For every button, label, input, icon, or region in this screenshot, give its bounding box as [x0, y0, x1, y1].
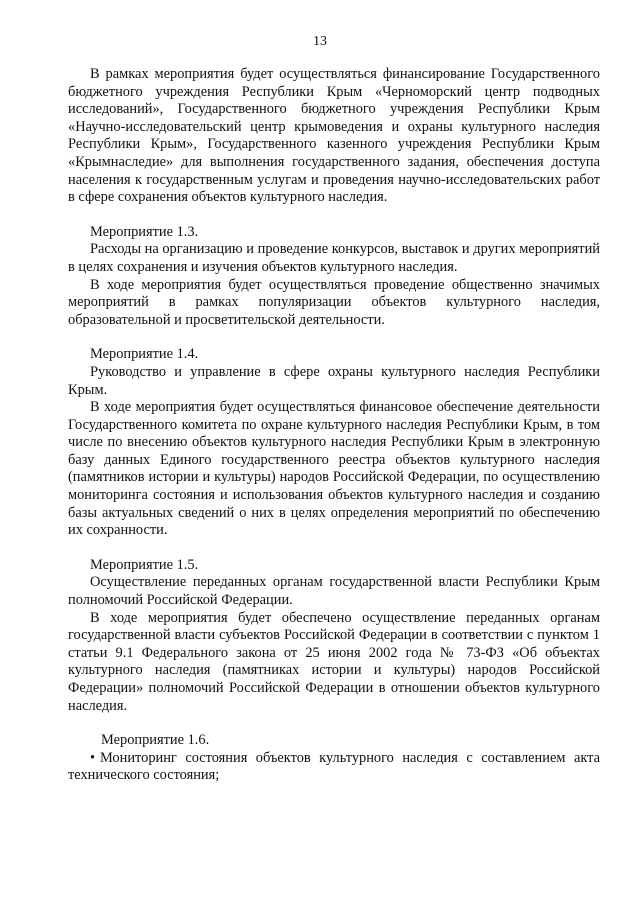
- paragraph: В ходе мероприятия будет осуществляться проведение общественно значимых мероприятий в рамках популяризации объектов культурного наследия, образовательной и просветительской деятельности.: [68, 276, 600, 328]
- paragraph: Расходы на организацию и проведение конкурсов, выставок и других мероприятий в целях сохранения и изучения объектов культурного наследия.: [68, 241, 600, 275]
- paragraph: В ходе мероприятия будет обеспечено осуществление переданных органам государственной власти субъектов Российской Федерации в соответствии с пунктом 1 статьи 9.1 Федерального закона от 25 июня 2002 года № 73-ФЗ «Об объектах культурного наследия (памятниках истории и культуры) народов Российской Федерации» полномочий Российской Федерации в отношении объектов культурного наследия.: [68, 609, 600, 714]
- section-heading: Мероприятие 1.5.: [90, 556, 199, 573]
- page-number: 13: [313, 34, 327, 49]
- section-measure-1-5: [68, 557, 600, 715]
- section-measure-1-3: [68, 224, 600, 330]
- paragraph: Руководство и управление в сфере охраны культурного наследия Республики Крым.: [68, 363, 600, 398]
- bullet-icon: •: [90, 749, 96, 766]
- section-heading: Мероприятие 1.3.: [90, 223, 199, 240]
- document-body: [68, 66, 600, 785]
- section-measure-1-6: [68, 732, 600, 785]
- paragraph: Осуществление переданных органам государственной власти Республики Крым полномочий Российской Федерации.: [68, 574, 600, 609]
- section-heading: Мероприятие 1.4.: [90, 346, 199, 363]
- paragraph: В рамках мероприятия будет осуществляться финансирование Государственного бюджетного учреждения Республики Крым «Черноморский центр подводных исследований», Государственного бюджетного учреждения Республики Крым «Научно-исследовательский центр крымоведения и охраны культурного наследия Республики Крым», Государственного казенного учреждения Республики Крым «Крымнаследие» для выполнения государственного задания, обеспечения доступа населения к государственным услугам и проведения научно-исследовательских работ в сфере сохранения объектов культурного наследия.: [68, 66, 600, 206]
- section-heading: Мероприятие 1.6.: [101, 732, 210, 749]
- paragraph: В ходе мероприятия будет осуществляться финансовое обеспечение деятельности Государственного комитета по охране культурного наследия Республики Крым, в том числе по внесению объектов культурного наследия Республики Крым в электронную базу данных Единого государственного реестра объектов культурного наследия (памятников истории и культуры) народов Российской Федерации, по осуществлению мониторинга состояния и использования объектов культурного наследия и созданию базы актуальных сведений о них в целях определения мероприятий по обеспечению их сохранности.: [68, 399, 600, 539]
- section-measure-1-4: [68, 346, 600, 540]
- bullet-item: [68, 750, 600, 785]
- section-intro: [68, 66, 600, 207]
- bullet-text: Мониторинг состояния объектов культурного наследия с составлением акта технического состояния;: [68, 749, 600, 784]
